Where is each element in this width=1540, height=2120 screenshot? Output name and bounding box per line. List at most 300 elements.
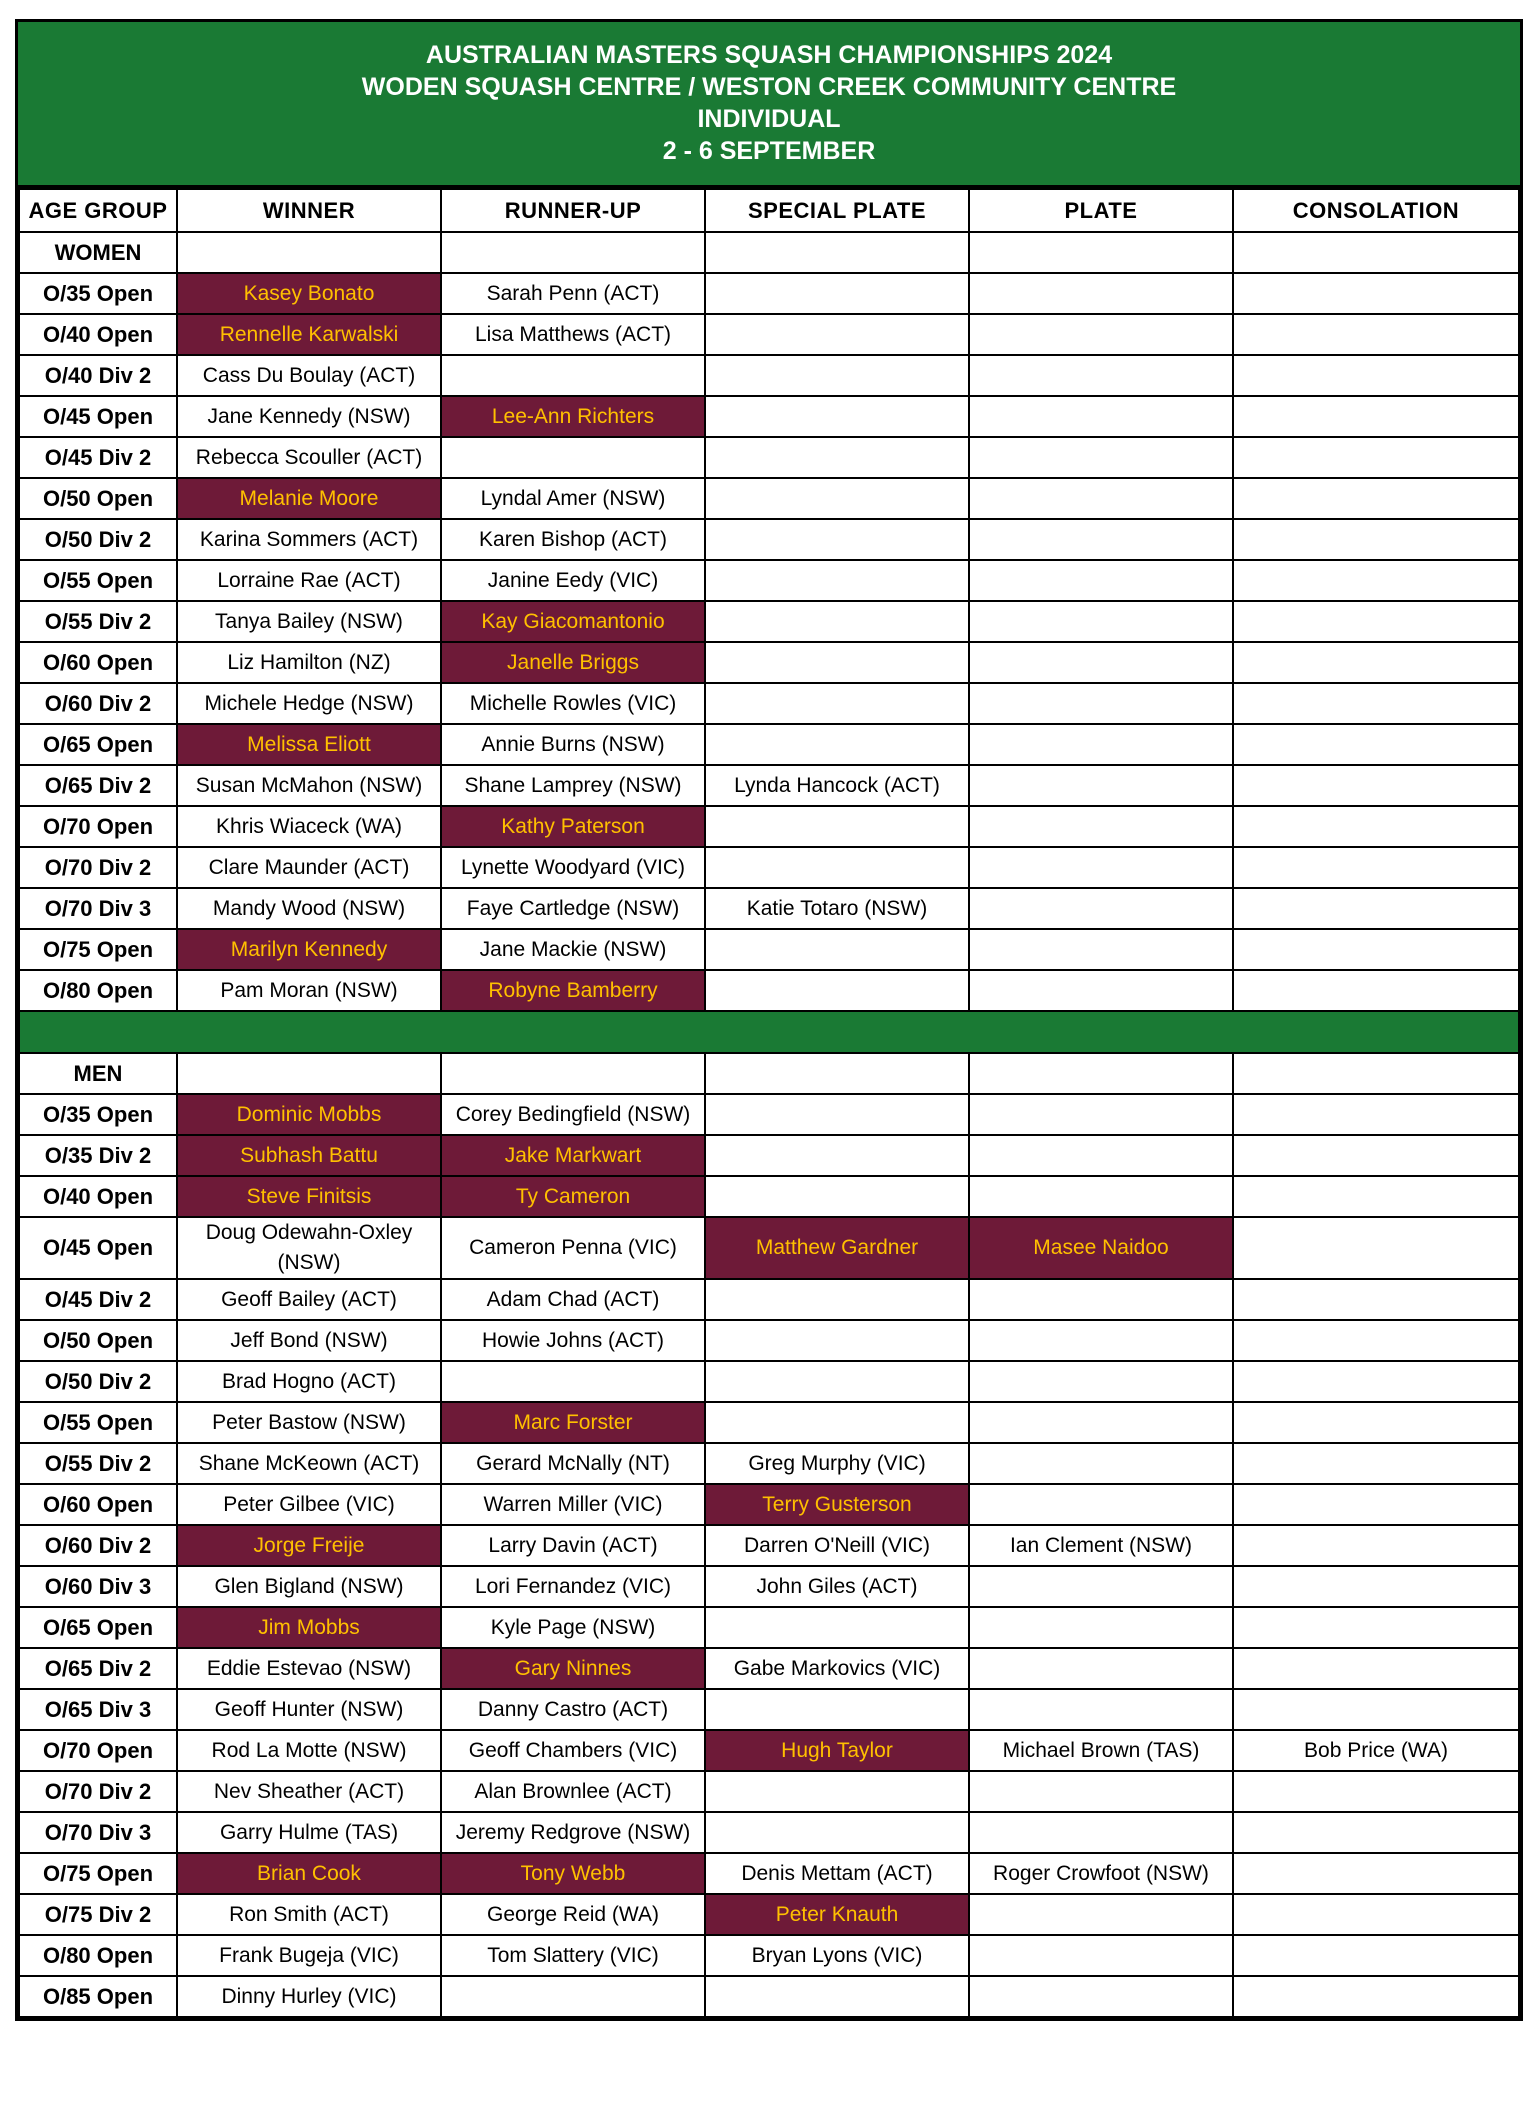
table-row <box>19 683 1519 724</box>
runner-up-cell: Danny Castro (ACT) <box>441 1689 705 1730</box>
consolation-cell <box>1233 1607 1519 1648</box>
age-group-cell: O/60 Div 3 <box>19 1566 177 1607</box>
table-row <box>19 1135 1519 1176</box>
plate-cell: Masee Naidoo <box>969 1217 1233 1279</box>
plate-cell <box>969 478 1233 519</box>
table-row <box>19 355 1519 396</box>
age-group-cell: O/75 Div 2 <box>19 1894 177 1935</box>
age-group-cell: O/65 Div 3 <box>19 1689 177 1730</box>
winner-cell: Lorraine Rae (ACT) <box>177 560 441 601</box>
age-group-cell: O/65 Open <box>19 724 177 765</box>
runner-up-cell: Cameron Penna (VIC) <box>441 1217 705 1279</box>
table-row <box>19 1730 1519 1771</box>
plate-cell <box>969 355 1233 396</box>
plate-cell <box>969 847 1233 888</box>
winner-cell: Michele Hedge (NSW) <box>177 683 441 724</box>
table-row <box>19 806 1519 847</box>
consolation-cell <box>1233 437 1519 478</box>
runner-up-cell: George Reid (WA) <box>441 1894 705 1935</box>
age-group-cell: O/60 Open <box>19 1484 177 1525</box>
runner-up-cell: Annie Burns (NSW) <box>441 724 705 765</box>
special-plate-cell: Katie Totaro (NSW) <box>705 888 969 929</box>
special-plate-cell <box>705 560 969 601</box>
age-group-cell: O/55 Div 2 <box>19 1443 177 1484</box>
consolation-cell <box>1233 1443 1519 1484</box>
date-title: 2 - 6 SEPTEMBER <box>662 137 876 165</box>
table-row <box>19 1771 1519 1812</box>
empty-cell <box>705 232 969 273</box>
special-plate-cell <box>705 847 969 888</box>
consolation-cell <box>1233 355 1519 396</box>
runner-up-cell: Alan Brownlee (ACT) <box>441 1771 705 1812</box>
winner-cell: Pam Moran (NSW) <box>177 970 441 1011</box>
table-row <box>19 478 1519 519</box>
plate-cell <box>969 601 1233 642</box>
column-header-row <box>19 189 1519 232</box>
table-row <box>19 847 1519 888</box>
runner-up-cell: Lee-Ann Richters <box>441 396 705 437</box>
table-row <box>19 1361 1519 1402</box>
winner-cell: Liz Hamilton (NZ) <box>177 642 441 683</box>
venue-title: WODEN SQUASH CENTRE / WESTON CREEK COMMUNITY CENTRE <box>361 73 1177 101</box>
plate-cell <box>969 1484 1233 1525</box>
runner-up-cell: Lyndal Amer (NSW) <box>441 478 705 519</box>
section-label: MEN <box>19 1053 177 1094</box>
section-divider <box>19 1011 1519 1053</box>
runner-up-cell: Howie Johns (ACT) <box>441 1320 705 1361</box>
winner-cell: Rebecca Scouller (ACT) <box>177 437 441 478</box>
age-group-cell: O/55 Open <box>19 560 177 601</box>
table-row <box>19 1525 1519 1566</box>
plate-cell <box>969 273 1233 314</box>
special-plate-cell: Terry Gusterson <box>705 1484 969 1525</box>
runner-up-cell: Marc Forster <box>441 1402 705 1443</box>
plate-cell <box>969 1135 1233 1176</box>
runner-up-cell: Larry Davin (ACT) <box>441 1525 705 1566</box>
plate-cell <box>969 1566 1233 1607</box>
special-plate-cell: Gabe Markovics (VIC) <box>705 1648 969 1689</box>
winner-cell: Mandy Wood (NSW) <box>177 888 441 929</box>
consolation-cell <box>1233 1648 1519 1689</box>
consolation-cell <box>1233 273 1519 314</box>
runner-up-cell: Tony Webb <box>441 1853 705 1894</box>
runner-up-cell: Jake Markwart <box>441 1135 705 1176</box>
table-row <box>19 396 1519 437</box>
runner-up-cell: Jeremy Redgrove (NSW) <box>441 1812 705 1853</box>
special-plate-cell <box>705 396 969 437</box>
section-label-row <box>19 232 1519 273</box>
winner-cell: Brian Cook <box>177 1853 441 1894</box>
age-group-cell: O/35 Open <box>19 1094 177 1135</box>
consolation-cell <box>1233 888 1519 929</box>
results-table-body <box>19 189 1519 2017</box>
winner-cell: Melanie Moore <box>177 478 441 519</box>
runner-up-cell: Geoff Chambers (VIC) <box>441 1730 705 1771</box>
plate-cell <box>969 683 1233 724</box>
consolation-cell: Bob Price (WA) <box>1233 1730 1519 1771</box>
empty-cell <box>441 232 705 273</box>
winner-cell: Eddie Estevao (NSW) <box>177 1648 441 1689</box>
special-plate-cell: Greg Murphy (VIC) <box>705 1443 969 1484</box>
age-group-cell: O/50 Open <box>19 478 177 519</box>
age-group-cell: O/70 Div 3 <box>19 1812 177 1853</box>
results-table <box>18 188 1520 2018</box>
runner-up-cell: Tom Slattery (VIC) <box>441 1935 705 1976</box>
winner-cell: Clare Maunder (ACT) <box>177 847 441 888</box>
empty-cell <box>969 1053 1233 1094</box>
runner-up-cell: Gerard McNally (NT) <box>441 1443 705 1484</box>
winner-cell: Frank Bugeja (VIC) <box>177 1935 441 1976</box>
age-group-cell: O/55 Open <box>19 1402 177 1443</box>
empty-cell <box>969 232 1233 273</box>
table-row <box>19 1217 1519 1279</box>
runner-up-cell: Sarah Penn (ACT) <box>441 273 705 314</box>
empty-cell <box>441 1053 705 1094</box>
column-header-plate: PLATE <box>969 189 1233 232</box>
winner-cell: Subhash Battu <box>177 1135 441 1176</box>
winner-cell: Karina Sommers (ACT) <box>177 519 441 560</box>
special-plate-cell <box>705 478 969 519</box>
table-row <box>19 560 1519 601</box>
plate-cell <box>969 1771 1233 1812</box>
winner-cell: Melissa Eliott <box>177 724 441 765</box>
title-banner <box>18 22 1520 188</box>
column-header-special-plate: SPECIAL PLATE <box>705 189 969 232</box>
age-group-cell: O/35 Open <box>19 273 177 314</box>
table-row <box>19 1176 1519 1217</box>
results-sheet <box>15 19 1523 2021</box>
special-plate-cell <box>705 437 969 478</box>
table-row <box>19 519 1519 560</box>
plate-cell <box>969 1176 1233 1217</box>
runner-up-cell: Lori Fernandez (VIC) <box>441 1566 705 1607</box>
column-header-runner-up: RUNNER-UP <box>441 189 705 232</box>
winner-cell: Jeff Bond (NSW) <box>177 1320 441 1361</box>
empty-cell <box>1233 1053 1519 1094</box>
consolation-cell <box>1233 806 1519 847</box>
table-row <box>19 888 1519 929</box>
special-plate-cell <box>705 1976 969 2017</box>
plate-cell <box>969 314 1233 355</box>
table-row <box>19 1935 1519 1976</box>
plate-cell <box>969 929 1233 970</box>
winner-cell: Nev Sheather (ACT) <box>177 1771 441 1812</box>
consolation-cell <box>1233 1525 1519 1566</box>
runner-up-cell: Lisa Matthews (ACT) <box>441 314 705 355</box>
runner-up-cell <box>441 437 705 478</box>
consolation-cell <box>1233 1484 1519 1525</box>
table-row <box>19 601 1519 642</box>
consolation-cell <box>1233 1689 1519 1730</box>
consolation-cell <box>1233 478 1519 519</box>
event-title: AUSTRALIAN MASTERS SQUASH CHAMPIONSHIPS 2024 <box>425 41 1113 69</box>
winner-cell: Marilyn Kennedy <box>177 929 441 970</box>
consolation-cell <box>1233 642 1519 683</box>
special-plate-cell <box>705 970 969 1011</box>
age-group-cell: O/55 Div 2 <box>19 601 177 642</box>
runner-up-cell: Lynette Woodyard (VIC) <box>441 847 705 888</box>
special-plate-cell <box>705 929 969 970</box>
winner-cell: Rod La Motte (NSW) <box>177 1730 441 1771</box>
winner-cell: Dinny Hurley (VIC) <box>177 1976 441 2017</box>
age-group-cell: O/45 Div 2 <box>19 1279 177 1320</box>
special-plate-cell <box>705 519 969 560</box>
consolation-cell <box>1233 1361 1519 1402</box>
section-label-row <box>19 1053 1519 1094</box>
special-plate-cell <box>705 1135 969 1176</box>
age-group-cell: O/60 Div 2 <box>19 683 177 724</box>
special-plate-cell <box>705 1402 969 1443</box>
runner-up-cell: Karen Bishop (ACT) <box>441 519 705 560</box>
table-row <box>19 273 1519 314</box>
table-row <box>19 1812 1519 1853</box>
winner-cell: Brad Hogno (ACT) <box>177 1361 441 1402</box>
special-plate-cell <box>705 1176 969 1217</box>
age-group-cell: O/45 Div 2 <box>19 437 177 478</box>
winner-cell: Jorge Freije <box>177 1525 441 1566</box>
winner-cell: Rennelle Karwalski <box>177 314 441 355</box>
column-header-age-group: AGE GROUP <box>19 189 177 232</box>
runner-up-cell: Adam Chad (ACT) <box>441 1279 705 1320</box>
winner-cell: Garry Hulme (TAS) <box>177 1812 441 1853</box>
runner-up-cell: Kyle Page (NSW) <box>441 1607 705 1648</box>
winner-cell: Jim Mobbs <box>177 1607 441 1648</box>
empty-cell <box>1233 232 1519 273</box>
runner-up-cell <box>441 355 705 396</box>
consolation-cell <box>1233 1279 1519 1320</box>
consolation-cell <box>1233 1402 1519 1443</box>
age-group-cell: O/65 Div 2 <box>19 1648 177 1689</box>
runner-up-cell: Jane Mackie (NSW) <box>441 929 705 970</box>
age-group-cell: O/70 Div 2 <box>19 847 177 888</box>
runner-up-cell: Corey Bedingfield (NSW) <box>441 1094 705 1135</box>
age-group-cell: O/65 Open <box>19 1607 177 1648</box>
table-row <box>19 1689 1519 1730</box>
runner-up-cell: Ty Cameron <box>441 1176 705 1217</box>
column-header-consolation: CONSOLATION <box>1233 189 1519 232</box>
consolation-cell <box>1233 724 1519 765</box>
plate-cell: Roger Crowfoot (NSW) <box>969 1853 1233 1894</box>
winner-cell: Susan McMahon (NSW) <box>177 765 441 806</box>
runner-up-cell <box>441 1361 705 1402</box>
runner-up-cell: Robyne Bamberry <box>441 970 705 1011</box>
winner-cell: Peter Bastow (NSW) <box>177 1402 441 1443</box>
runner-up-cell: Janine Eedy (VIC) <box>441 560 705 601</box>
special-plate-cell <box>705 1812 969 1853</box>
special-plate-cell <box>705 1094 969 1135</box>
table-row <box>19 1607 1519 1648</box>
plate-cell <box>969 519 1233 560</box>
plate-cell: Ian Clement (NSW) <box>969 1525 1233 1566</box>
consolation-cell <box>1233 765 1519 806</box>
empty-cell <box>177 232 441 273</box>
runner-up-cell: Kay Giacomantonio <box>441 601 705 642</box>
plate-cell <box>969 642 1233 683</box>
special-plate-cell: John Giles (ACT) <box>705 1566 969 1607</box>
age-group-cell: O/60 Div 2 <box>19 1525 177 1566</box>
empty-cell <box>705 1053 969 1094</box>
age-group-cell: O/85 Open <box>19 1976 177 2017</box>
consolation-cell <box>1233 1935 1519 1976</box>
special-plate-cell <box>705 355 969 396</box>
age-group-cell: O/80 Open <box>19 1935 177 1976</box>
winner-cell: Steve Finitsis <box>177 1176 441 1217</box>
consolation-cell <box>1233 1320 1519 1361</box>
column-header-winner: WINNER <box>177 189 441 232</box>
winner-cell: Geoff Bailey (ACT) <box>177 1279 441 1320</box>
special-plate-cell <box>705 273 969 314</box>
runner-up-cell: Kathy Paterson <box>441 806 705 847</box>
runner-up-cell: Shane Lamprey (NSW) <box>441 765 705 806</box>
age-group-cell: O/45 Open <box>19 396 177 437</box>
age-group-cell: O/65 Div 2 <box>19 765 177 806</box>
plate-cell <box>969 724 1233 765</box>
special-plate-cell: Hugh Taylor <box>705 1730 969 1771</box>
winner-cell: Tanya Bailey (NSW) <box>177 601 441 642</box>
special-plate-cell: Lynda Hancock (ACT) <box>705 765 969 806</box>
table-row <box>19 1279 1519 1320</box>
winner-cell: Kasey Bonato <box>177 273 441 314</box>
age-group-cell: O/40 Open <box>19 1176 177 1217</box>
consolation-cell <box>1233 1135 1519 1176</box>
consolation-cell <box>1233 970 1519 1011</box>
special-plate-cell <box>705 642 969 683</box>
consolation-cell <box>1233 1566 1519 1607</box>
plate-cell <box>969 1320 1233 1361</box>
runner-up-cell: Warren Miller (VIC) <box>441 1484 705 1525</box>
age-group-cell: O/70 Open <box>19 1730 177 1771</box>
section-label: WOMEN <box>19 232 177 273</box>
plate-cell <box>969 1812 1233 1853</box>
table-row <box>19 642 1519 683</box>
consolation-cell <box>1233 847 1519 888</box>
plate-cell <box>969 1894 1233 1935</box>
consolation-cell <box>1233 601 1519 642</box>
special-plate-cell <box>705 806 969 847</box>
consolation-cell <box>1233 1853 1519 1894</box>
runner-up-cell: Gary Ninnes <box>441 1648 705 1689</box>
consolation-cell <box>1233 1217 1519 1279</box>
age-group-cell: O/70 Div 2 <box>19 1771 177 1812</box>
age-group-cell: O/50 Div 2 <box>19 519 177 560</box>
winner-cell: Shane McKeown (ACT) <box>177 1443 441 1484</box>
plate-cell <box>969 888 1233 929</box>
plate-cell <box>969 1976 1233 2017</box>
special-plate-cell: Darren O'Neill (VIC) <box>705 1525 969 1566</box>
plate-cell <box>969 806 1233 847</box>
plate-cell <box>969 970 1233 1011</box>
category-title: INDIVIDUAL <box>697 105 841 133</box>
plate-cell <box>969 560 1233 601</box>
winner-cell: Dominic Mobbs <box>177 1094 441 1135</box>
special-plate-cell <box>705 724 969 765</box>
plate-cell <box>969 1607 1233 1648</box>
plate-cell <box>969 1279 1233 1320</box>
plate-cell <box>969 1402 1233 1443</box>
winner-cell: Peter Gilbee (VIC) <box>177 1484 441 1525</box>
special-plate-cell: Bryan Lyons (VIC) <box>705 1935 969 1976</box>
table-row <box>19 1566 1519 1607</box>
special-plate-cell <box>705 683 969 724</box>
age-group-cell: O/40 Div 2 <box>19 355 177 396</box>
runner-up-cell: Michelle Rowles (VIC) <box>441 683 705 724</box>
consolation-cell <box>1233 1894 1519 1935</box>
plate-cell: Michael Brown (TAS) <box>969 1730 1233 1771</box>
plate-cell <box>969 1935 1233 1976</box>
age-group-cell: O/70 Open <box>19 806 177 847</box>
table-row <box>19 314 1519 355</box>
age-group-cell: O/60 Open <box>19 642 177 683</box>
age-group-cell: O/45 Open <box>19 1217 177 1279</box>
table-row <box>19 1443 1519 1484</box>
runner-up-cell <box>441 1976 705 2017</box>
age-group-cell: O/40 Open <box>19 314 177 355</box>
table-row <box>19 970 1519 1011</box>
consolation-cell <box>1233 1812 1519 1853</box>
table-row <box>19 1853 1519 1894</box>
age-group-cell: O/75 Open <box>19 929 177 970</box>
winner-cell: Doug Odewahn-Oxley (NSW) <box>177 1217 441 1279</box>
winner-cell: Ron Smith (ACT) <box>177 1894 441 1935</box>
table-row <box>19 1648 1519 1689</box>
consolation-cell <box>1233 929 1519 970</box>
special-plate-cell <box>705 1689 969 1730</box>
winner-cell: Cass Du Boulay (ACT) <box>177 355 441 396</box>
table-row <box>19 929 1519 970</box>
age-group-cell: O/50 Div 2 <box>19 1361 177 1402</box>
consolation-cell <box>1233 560 1519 601</box>
age-group-cell: O/70 Div 3 <box>19 888 177 929</box>
table-row <box>19 1402 1519 1443</box>
special-plate-cell <box>705 1279 969 1320</box>
special-plate-cell: Matthew Gardner <box>705 1217 969 1279</box>
consolation-cell <box>1233 1771 1519 1812</box>
table-row <box>19 1094 1519 1135</box>
special-plate-cell <box>705 1320 969 1361</box>
consolation-cell <box>1233 314 1519 355</box>
plate-cell <box>969 765 1233 806</box>
plate-cell <box>969 1361 1233 1402</box>
table-row <box>19 1320 1519 1361</box>
runner-up-cell: Faye Cartledge (NSW) <box>441 888 705 929</box>
consolation-cell <box>1233 396 1519 437</box>
special-plate-cell: Peter Knauth <box>705 1894 969 1935</box>
table-row <box>19 1976 1519 2017</box>
special-plate-cell <box>705 314 969 355</box>
winner-cell: Geoff Hunter (NSW) <box>177 1689 441 1730</box>
table-row <box>19 437 1519 478</box>
table-row <box>19 1484 1519 1525</box>
plate-cell <box>969 1094 1233 1135</box>
consolation-cell <box>1233 519 1519 560</box>
age-group-cell: O/80 Open <box>19 970 177 1011</box>
plate-cell <box>969 1689 1233 1730</box>
plate-cell <box>969 437 1233 478</box>
plate-cell <box>969 396 1233 437</box>
special-plate-cell <box>705 1771 969 1812</box>
section-divider-cell <box>19 1011 1519 1053</box>
table-row <box>19 724 1519 765</box>
special-plate-cell <box>705 601 969 642</box>
age-group-cell: O/50 Open <box>19 1320 177 1361</box>
empty-cell <box>177 1053 441 1094</box>
special-plate-cell <box>705 1607 969 1648</box>
consolation-cell <box>1233 1094 1519 1135</box>
consolation-cell <box>1233 1976 1519 2017</box>
table-row <box>19 765 1519 806</box>
special-plate-cell: Denis Mettam (ACT) <box>705 1853 969 1894</box>
runner-up-cell: Janelle Briggs <box>441 642 705 683</box>
